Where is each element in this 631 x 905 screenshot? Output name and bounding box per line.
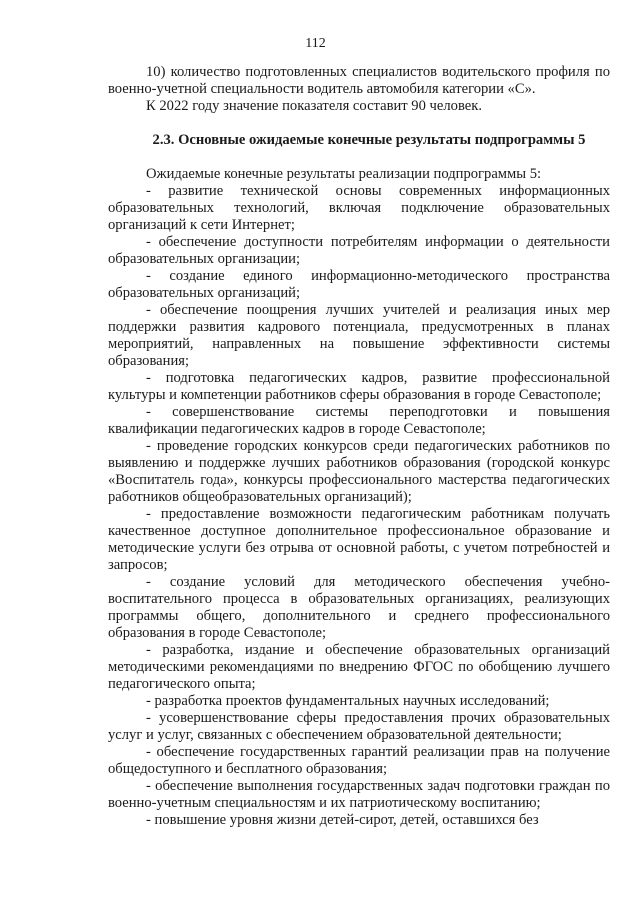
result-item: - обеспечение доступности потребителям информации о деятельности образовательных организации; [108, 234, 610, 267]
result-item: - совершенствование системы переподготовки и повышения квалификации педагогических кадров в городе Севастополе; [108, 404, 610, 437]
paragraph: К 2022 году значение показателя составит 90 человек. [146, 98, 482, 114]
result-item: - предоставление возможности педагогическим работникам получать качественное доступное дополнительное профессиональное образование и методические услуги без отрыва от основной работы, с учетом потребностей и запросов; [108, 506, 610, 573]
result-item: - обеспечение поощрения лучших учителей и реализация иных мер поддержки развития кадрового потенциала, предусмотренных в планах мероприятий, направленных на повышение эффективности системы образования; [108, 302, 610, 369]
section-heading: 2.3. Основные ожидаемые конечные результаты подпрограммы 5 [152, 132, 586, 148]
results-intro: Ожидаемые конечные результаты реализации подпрограммы 5: [146, 166, 542, 182]
result-item: - обеспечение государственных гарантий реализации прав на получение общедоступного и бесплатного образования; [108, 744, 610, 777]
result-item: - создание условий для методического обеспечения учебно-воспитательного процесса в образовательных организациях, реализующих программы общего, дополнительного и среднего профессионального образования в городе Севастополе; [108, 574, 610, 641]
page-number: 112 [305, 36, 326, 51]
result-item: - обеспечение выполнения государственных задач подготовки граждан по военно-учетным специальностям и их патриотическому воспитанию; [108, 778, 610, 811]
result-item: - создание единого информационно-методического пространства образовательных организаций; [108, 268, 610, 301]
result-item: - усовершенствование сферы предоставления прочих образовательных услуг и услуг, связанных с обеспечением образовательной деятельности; [108, 710, 610, 743]
document-body [108, 64, 610, 829]
result-item: - проведение городских конкурсов среди педагогических работников по выявлению и поддержке лучших работников образования (городской конкурс «Воспитатель года», конкурсы профессионального мастерства педагогических работников общеобразовательных организаций); [108, 438, 610, 505]
result-item: - подготовка педагогических кадров, развитие профессиональной культуры и компетенции работников сферы образования в городе Севастополе; [108, 370, 610, 403]
result-item: - развитие технической основы современных информационных образовательных технологий, включая подключение образовательных организаций к сети Интернет; [108, 183, 610, 233]
result-item: - повышение уровня жизни детей-сирот, детей, оставшихся без [146, 812, 539, 828]
result-item: - разработка, издание и обеспечение образовательных организаций методическими рекомендациями по внедрению ФГОС по обобщению лучшего педагогического опыта; [108, 642, 610, 692]
paragraph: 10) количество подготовленных специалистов водительского профиля по военно-учетной специальности водитель автомобиля категории «С». [108, 64, 610, 97]
result-item: - разработка проектов фундаментальных научных исследований; [146, 693, 550, 709]
